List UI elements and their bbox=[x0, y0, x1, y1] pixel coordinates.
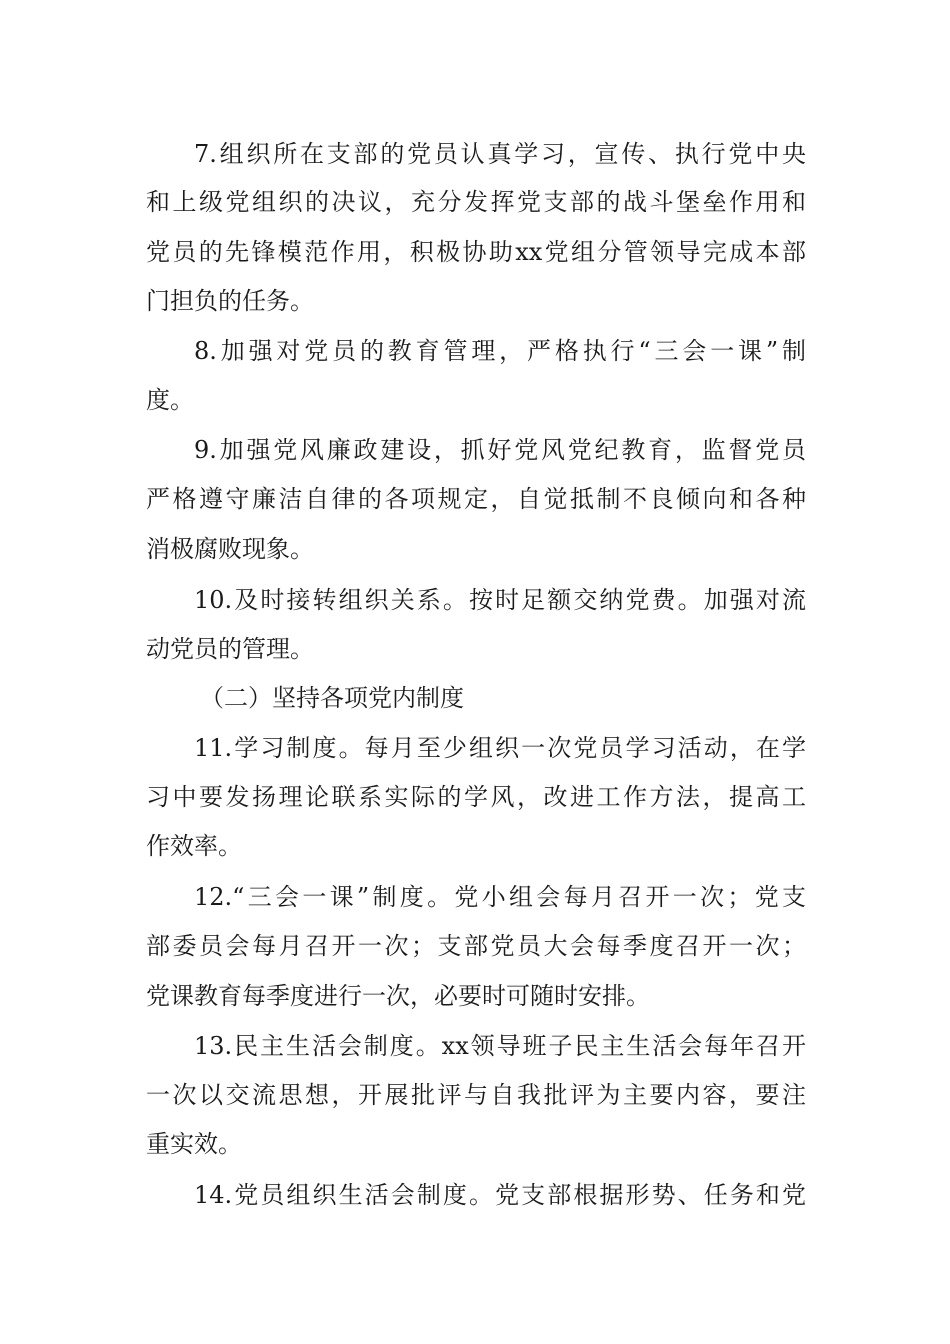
paragraph-7-line-1: 7.组织所在支部的党员认真学习，宣传、执行党中央 bbox=[194, 140, 806, 168]
paragraph-8-line-1: 8.加强对党员的教育管理，严格执行“三会一课”制 bbox=[194, 337, 806, 365]
paragraph-7-line-4: 门担负的任务。 bbox=[146, 287, 314, 315]
paragraph-9-line-1: 9.加强党风廉政建设，抓好党风党纪教育，监督党员 bbox=[194, 436, 806, 464]
paragraph-13-line-3: 重实效。 bbox=[146, 1130, 242, 1158]
paragraph-11-line-1: 11.学习制度。每月至少组织一次党员学习活动，在学 bbox=[194, 734, 806, 762]
section-heading: （二）坚持各项党内制度 bbox=[200, 684, 464, 712]
paragraph-13-line-1: 13.民主生活会制度。xx领导班子民主生活会每年召开 bbox=[194, 1032, 806, 1060]
paragraph-13-line-2: 一次以交流思想，开展批评与自我批评为主要内容，要注 bbox=[146, 1081, 806, 1109]
paragraph-14-line-1: 14.党员组织生活会制度。党支部根据形势、任务和党 bbox=[194, 1181, 806, 1209]
paragraph-10-line-2: 动党员的管理。 bbox=[146, 635, 314, 663]
paragraph-11-line-3: 作效率。 bbox=[146, 832, 242, 860]
paragraph-7-line-2: 和上级党组织的决议，充分发挥党支部的战斗堡垒作用和 bbox=[146, 188, 806, 216]
paragraph-7-line-3: 党员的先锋模范作用，积极协助xx党组分管领导完成本部 bbox=[146, 238, 806, 266]
paragraph-9-line-2: 严格遵守廉洁自律的各项规定，自觉抵制不良倾向和各种 bbox=[146, 485, 806, 513]
paragraph-11-line-2: 习中要发扬理论联系实际的学风，改进工作方法，提高工 bbox=[146, 783, 806, 811]
paragraph-9-line-3: 消极腐败现象。 bbox=[146, 535, 314, 563]
paragraph-12-line-2: 部委员会每月召开一次；支部党员大会每季度召开一次； bbox=[146, 932, 806, 960]
paragraph-12-line-3: 党课教育每季度进行一次，必要时可随时安排。 bbox=[146, 982, 650, 1010]
paragraph-8-line-2: 度。 bbox=[146, 386, 194, 414]
paragraph-10-line-1: 10.及时接转组织关系。按时足额交纳党费。加强对流 bbox=[194, 586, 806, 614]
paragraph-12-line-1: 12.“三会一课”制度。党小组会每月召开一次；党支 bbox=[194, 883, 806, 911]
